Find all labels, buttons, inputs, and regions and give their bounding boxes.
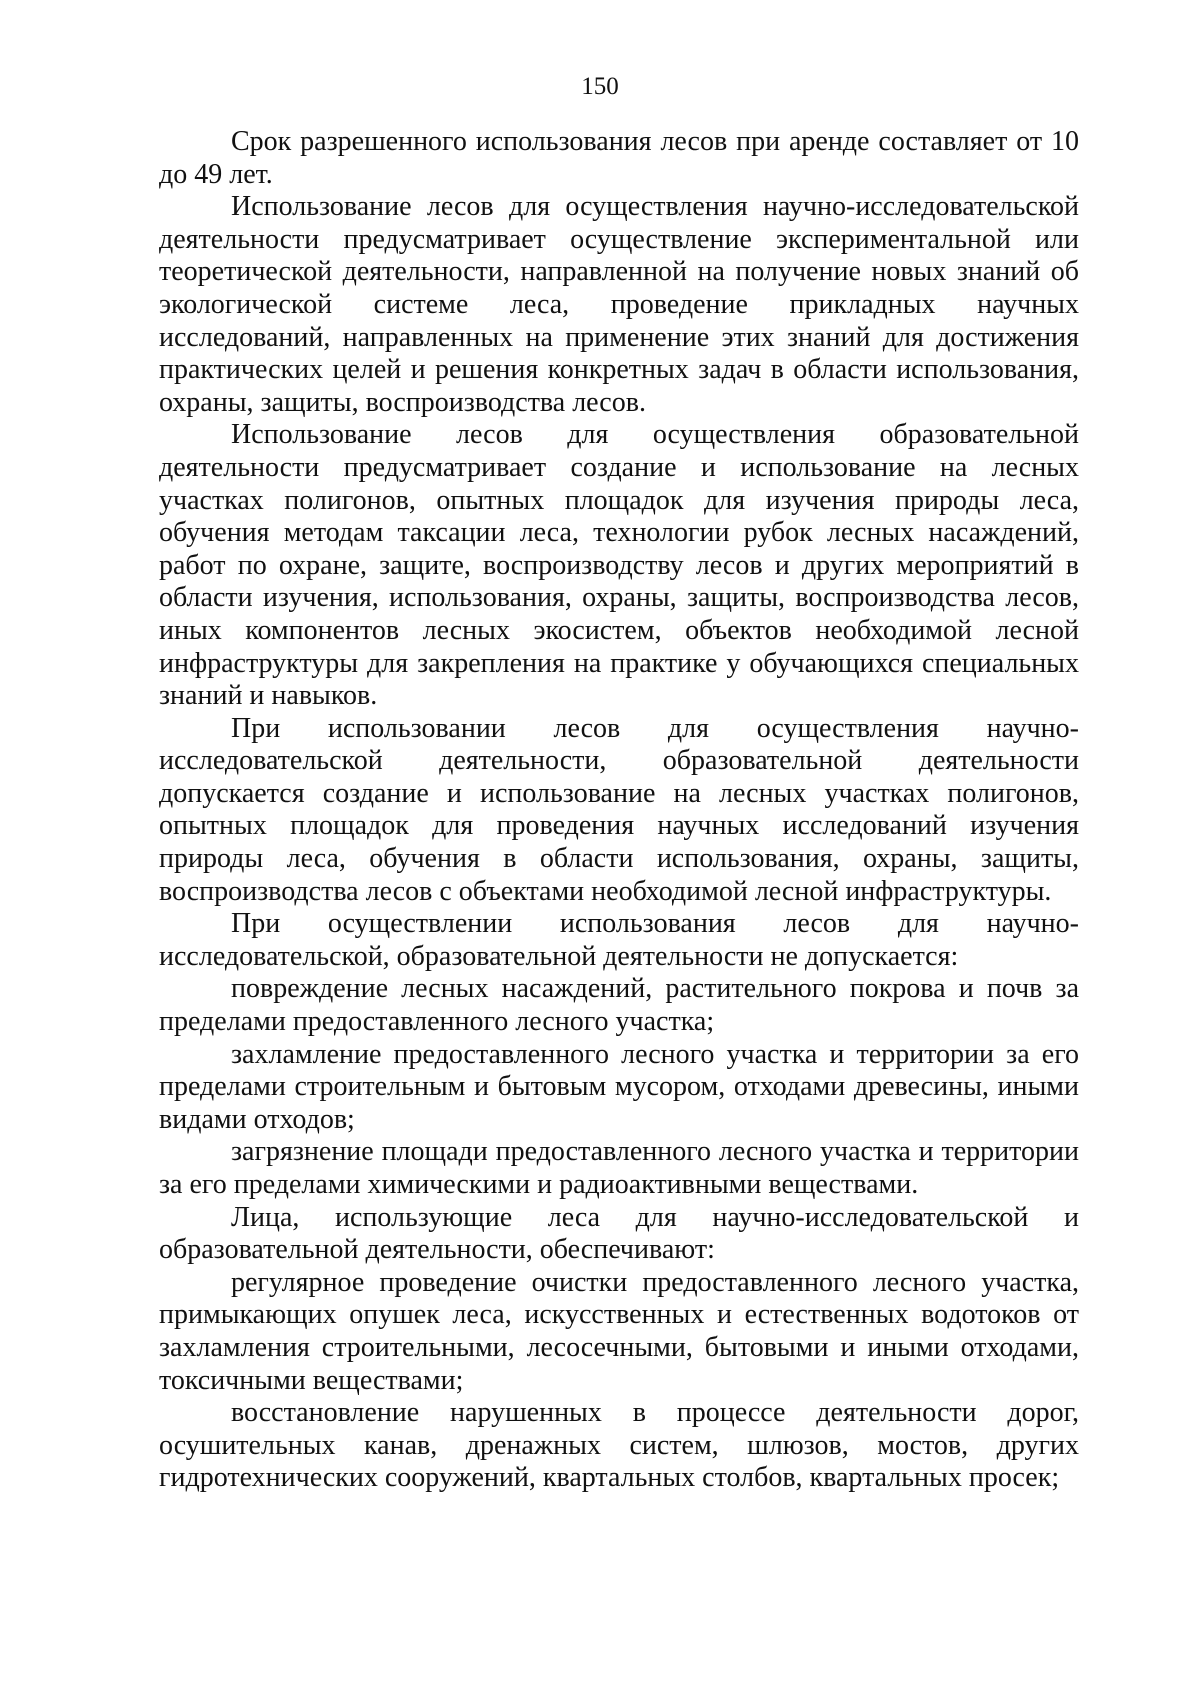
paragraph-research-use: Использование лесов для осуществления научно-исследовательской деятельности предусматривает осуществление экспериментальной или теоретической деятельности, направленной на получение новых знаний об экологической системе леса, проведение прикладных научных исследований, направленных на применение этих знаний для достижения практических целей и решения конкретных задач в области использования, охраны, защиты, воспроизводства лесов. [159, 191, 1079, 418]
list-item-restoration: восстановление нарушенных в процессе деятельности дорог, осушительных канав, дренажных систем, шлюзов, мостов, других гидротехнических сооружений, квартальных столбов, квартальных просек; [159, 1397, 1079, 1494]
list-item-littering: захламление предоставленного лесного участка и территории за его пределами строительным и бытовым мусором, отходами древесины, иными видами отходов; [159, 1038, 1079, 1135]
document-body [159, 126, 1079, 1495]
list-item-pollution: загрязнение площади предоставленного лесного участка и территории за его пределами химическими и радиоактивными веществами. [159, 1136, 1079, 1200]
page-number: 150 [581, 73, 619, 100]
paragraph-educational-use: Использование лесов для осуществления образовательной деятельности предусматривает создание и использование на лесных участках полигонов, опытных площадок для изучения природы леса, обучения методам таксации леса, технологии рубок лесных насаждений, работ по охране, защите, воспроизводству лесов и других мероприятий в области изучения, использования, охраны, защиты, воспроизводства лесов, иных компонентов лесных экосистем, объектов необходимой лесной инфраструктуры для закрепления на практике у обучающихся специальных знаний и навыков. [159, 419, 1079, 712]
paragraph-obligations-intro: Лица, использующие леса для научно-исследовательской и образовательной деятельности, обеспечивают: [159, 1201, 1079, 1266]
paragraph-not-allowed-intro: При осуществлении использования лесов для научно-исследовательской, образовательной деятельности не допускается: [159, 908, 1079, 972]
paragraph-polygons-allowed: При использовании лесов для осуществления научно-исследовательской деятельности, образовательной деятельности допускается создание и использование на лесных участках полигонов, опытных площадок для проведения научных исследований изучения природы леса, обучения в области использования, охраны, защиты, воспроизводства лесов с объектами необходимой лесной инфраструктуры. [159, 712, 1079, 907]
paragraph-lease-term: Срок разрешенного использования лесов при аренде составляет от 10 до 49 лет. [159, 126, 1079, 190]
list-item-cleaning: регулярное проведение очистки предоставленного лесного участка, примыкающих опушек леса, искусственных и естественных водотоков от захламления строительными, лесосечными, бытовыми и иными отходами, токсичными веществами; [159, 1266, 1079, 1396]
list-item-damage: повреждение лесных насаждений, растительного покрова и почв за пределами предоставленного лесного участка; [159, 973, 1079, 1038]
